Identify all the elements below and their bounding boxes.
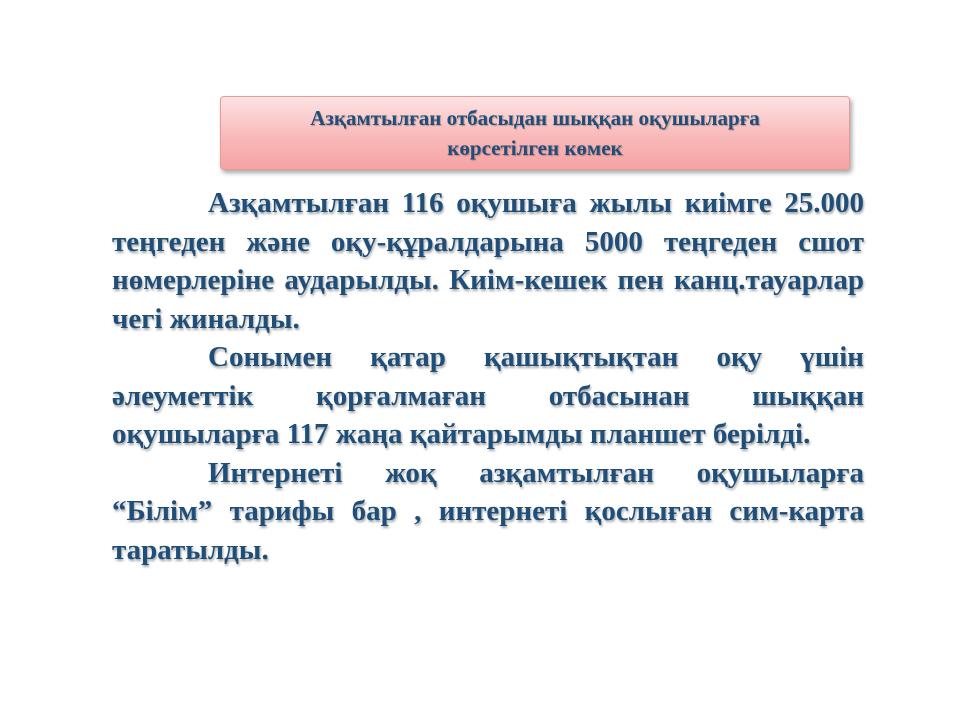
slide-title [300, 103, 770, 163]
title-box [220, 96, 850, 170]
paragraph-clothing-aid: Азқамтылған 116 оқушыға жылы киімге 25.000 теңгеден және оқу-құралдарына 5000 теңгеден сшот нөмерлеріне аударылды. Киім-кешек пен канц.тауарлар чегі жиналды. [112, 187, 864, 335]
slide-title-line-1: Азқамтылған отбасыдан шыққан оқушыларға [310, 106, 760, 130]
paragraph-sim-cards: Интернеті жоқ азқамтылған оқушыларға “Білім” тарифы бар , интернеті қослыған сим-карта таратылды. [112, 456, 864, 566]
paragraph-tablets: Сонымен қатар қашықтықтан оқу үшін әлеуметтік қорғалмаған отбасынан шыққан оқушыларға 117 жаңа қайтарымды планшет берілді. [112, 341, 864, 450]
slide-title-line-2: көрсетілген көмек [447, 136, 623, 160]
body-text [112, 184, 864, 569]
